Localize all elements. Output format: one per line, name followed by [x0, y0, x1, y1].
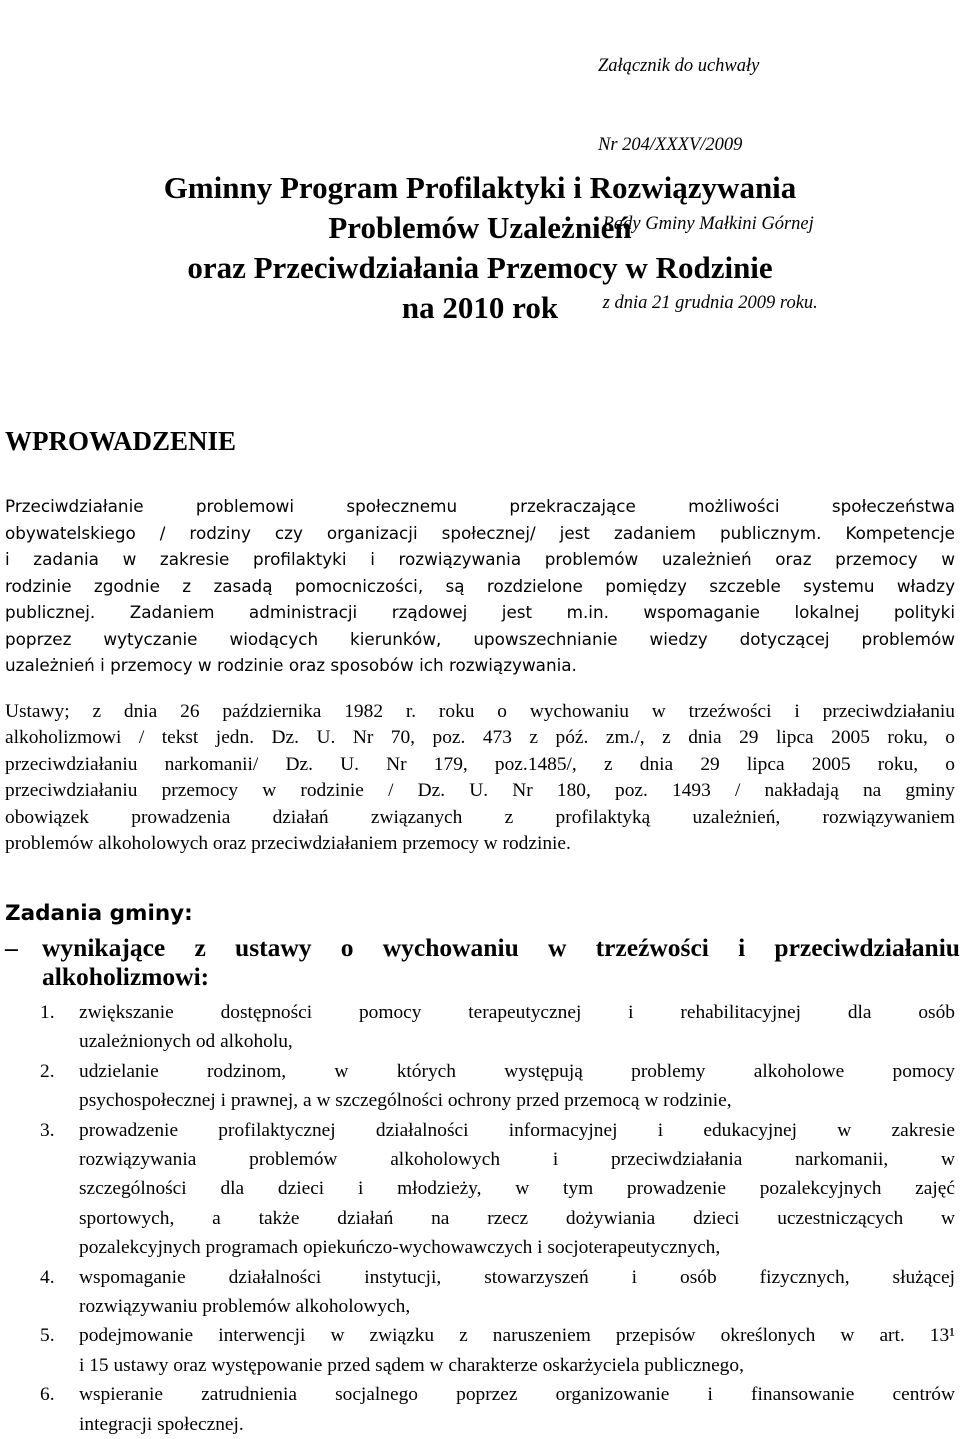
item-line: zwiększanie dostępności pomocy terapeutycznej i rehabilitacyjnej dla osób	[79, 1002, 955, 1023]
bullet-line: wynikające z ustawy o wychowaniu w trzeźwości i przeciwdziałaniu	[42, 933, 960, 962]
item-number: 2.	[40, 1060, 55, 1082]
item-text	[79, 1321, 955, 1380]
item-line: prowadzenie profilaktycznej działalności informacyjnej i edukacyjnej w zakresie	[79, 1119, 955, 1141]
item-line: integracji społecznej.	[79, 1413, 244, 1435]
item-text	[79, 998, 955, 1057]
item-line: rozwiązywaniu problemów alkoholowych,	[79, 1296, 411, 1318]
title-line: Gminny Program Profilaktyki i Rozwiązywania	[163, 170, 797, 205]
law-line: przeciwdziałaniu narkomanii/ Dz. U. Nr 179, poz.1485/, z dnia 29 lipca 2005 roku, o	[5, 753, 955, 775]
law-line: Ustawy; z dnia 26 października 1982 r. roku o wychowaniu w trzeźwości i przeciwdziałaniu	[5, 701, 955, 722]
list-item	[0, 998, 960, 1057]
item-number: 5.	[40, 1325, 55, 1347]
item-number: 1.	[40, 1002, 55, 1023]
bullet-text	[42, 933, 960, 991]
annex-line: Załącznik do uchwały	[598, 55, 760, 76]
list-item	[0, 1057, 960, 1116]
dash-bullet-icon: –	[5, 933, 18, 962]
item-number: 3.	[40, 1119, 55, 1141]
list-item	[0, 1263, 960, 1322]
item-number: 6.	[40, 1384, 55, 1406]
bullet-line: alkoholizmowi:	[42, 962, 210, 991]
annex-line: z dnia 21 grudnia 2009 roku.	[598, 293, 818, 314]
title-line: na 2010 rok	[401, 290, 559, 325]
item-number: 4.	[40, 1266, 55, 1288]
item-line: udzielanie rodzinom, w których występują problemy alkoholowe pomocy	[79, 1060, 955, 1082]
item-line: psychospołecznej i prawnej, a w szczególności ochrony przed przemocą w rodzinie,	[79, 1090, 732, 1112]
item-line: szczególności dla dzieci i młodzieży, w tym prowadzenie pozalekcyjnych zajęć	[79, 1178, 955, 1200]
title-line: Problemów Uzależnień	[328, 210, 632, 245]
item-line: pozalekcyjnych programach opiekuńczo-wychowawczych i socjoterapeutycznych,	[79, 1237, 721, 1259]
annex-line: Nr 204/XXXV/2009	[598, 135, 743, 156]
tasks-heading: Zadania gminy:	[5, 901, 193, 926]
list-item	[0, 1380, 960, 1439]
list-item	[0, 1116, 960, 1263]
intro-line: rodzinie zgodnie z zasadą pomocniczości, są rozdzielone pomiędzy szczeble systemu władzy	[5, 575, 955, 596]
intro-line: obywatelskiego / rodziny czy organizacji społecznej/ jest zadaniem publicznym. Kompetencje	[5, 522, 955, 543]
intro-line: poprzez wytyczanie wiodących kierunków, upowszechnianie wiedzy dotyczącej problemów	[5, 628, 955, 649]
title-line: oraz Przeciwdziałania Przemocy w Rodzinie	[187, 250, 773, 285]
item-text	[79, 1116, 955, 1263]
intro-line: i zadania w zakresie profilaktyki i rozwiązywania problemów uzależnień oraz przemocy w	[5, 549, 955, 569]
item-line: sportowych, a także działań na rzecz dożywiania dzieci uczestniczących w	[79, 1207, 955, 1229]
intro-line: Przeciwdziałanie problemowi społecznemu przekraczające możliwości społeczeństwa	[5, 496, 955, 516]
item-line: uzależnionych od alkoholu,	[79, 1031, 293, 1053]
tasks-list	[0, 998, 960, 1439]
legal-basis-paragraph	[5, 699, 955, 857]
item-line: podejmowanie interwencji w związku z naruszeniem przepisów określonych w art. 13¹	[79, 1325, 955, 1347]
law-line: problemów alkoholowych oraz przeciwdziałaniem przemocy w rodzinie.	[5, 833, 571, 855]
item-text	[79, 1057, 955, 1116]
law-line: przeciwdziałaniu przemocy w rodzinie / Dz. U. Nr 180, poz. 1493 / nakładają na gminy	[5, 780, 955, 802]
document-title	[0, 168, 960, 328]
item-line: rozwiązywania problemów alkoholowych i przeciwdziałania narkomanii, w	[79, 1149, 955, 1171]
list-item	[0, 1321, 960, 1380]
section-heading: WPROWADZENIE	[5, 426, 237, 456]
item-line: i 15 ustawy oraz występowanie przed sądem w charakterze oskarżyciela publicznego,	[79, 1354, 744, 1376]
item-line: wspieranie zatrudnienia socjalnego poprzez organizowanie i finansowanie centrów	[79, 1384, 955, 1406]
intro-line: publicznej. Zadaniem administracji rządowej jest m.in. wspomaganie lokalnej polityki	[5, 602, 955, 622]
annex-line: Rady Gminy Małkini Górnej	[598, 214, 814, 235]
intro-line: uzależnień i przemocy w rodzinie oraz sposobów ich rozwiązywania.	[5, 655, 577, 675]
item-text	[79, 1263, 955, 1322]
law-line: alkoholizmowi / tekst jedn. Dz. U. Nr 70, poz. 473 z póź. zm./, z dnia 29 lipca 2005 roku, o	[5, 727, 955, 749]
intro-paragraph	[5, 493, 955, 679]
item-text	[79, 1380, 955, 1439]
item-line: wspomaganie działalności instytucji, stowarzyszeń i osób fizycznych, służącej	[79, 1266, 955, 1288]
law-line: obowiązek prowadzenia działań związanych z profilaktyką uzależnień, rozwiązywaniem	[5, 806, 955, 828]
